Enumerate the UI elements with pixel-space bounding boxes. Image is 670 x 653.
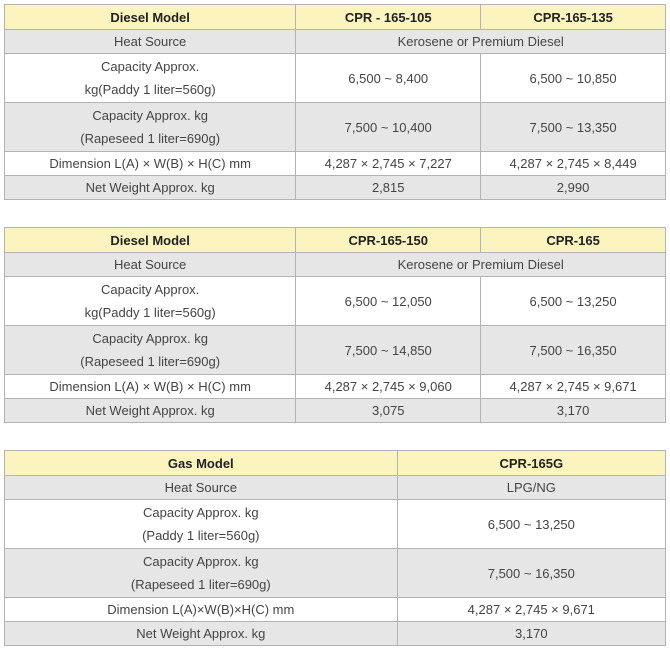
capacity-paddy-row — [5, 277, 666, 326]
heat-source-value: Kerosene or Premium Diesel — [296, 30, 666, 54]
heat-source-label: Heat Source — [5, 253, 296, 277]
capacity-rapeseed-label-line2: (Rapeseed 1 liter=690g) — [80, 354, 221, 369]
capacity-paddy-label — [5, 500, 398, 549]
weight-value: 2,815 — [296, 176, 481, 200]
capacity-paddy-label — [5, 54, 296, 103]
table-header-row — [5, 228, 666, 253]
weight-row — [5, 399, 666, 423]
heat-source-value: LPG/NG — [397, 476, 665, 500]
dimension-value: 4,287 × 2,745 × 9,671 — [397, 598, 665, 622]
weight-value: 3,170 — [481, 399, 666, 423]
weight-label: Net Weight Approx. kg — [5, 399, 296, 423]
model-header-cpr-165g: CPR-165G — [397, 451, 665, 476]
capacity-paddy-value: 6,500 ~ 13,250 — [397, 500, 665, 549]
dimension-label: Dimension L(A) × W(B) × H(C) mm — [5, 152, 296, 176]
capacity-paddy-value: 6,500 ~ 12,050 — [296, 277, 481, 326]
model-header-cpr-165-105: CPR - 165-105 — [296, 5, 481, 30]
capacity-rapeseed-label — [5, 549, 398, 598]
capacity-paddy-value: 6,500 ~ 13,250 — [481, 277, 666, 326]
dimension-value: 4,287 × 2,745 × 8,449 — [481, 152, 666, 176]
capacity-paddy-label-line2: kg(Paddy 1 liter=560g) — [84, 305, 216, 320]
capacity-paddy-label-line1: Capacity Approx. — [101, 59, 200, 74]
weight-label: Net Weight Approx. kg — [5, 176, 296, 200]
capacity-rapeseed-row — [5, 549, 666, 598]
heat-source-row — [5, 30, 666, 54]
diesel-spec-table-2 — [4, 227, 666, 423]
capacity-rapeseed-value: 7,500 ~ 14,850 — [296, 326, 481, 375]
capacity-paddy-label — [5, 277, 296, 326]
weight-row — [5, 176, 666, 200]
capacity-rapeseed-value: 7,500 ~ 16,350 — [481, 326, 666, 375]
capacity-paddy-label-line1: Capacity Approx. kg — [142, 505, 259, 520]
table-header-row — [5, 5, 666, 30]
capacity-rapeseed-label — [5, 326, 296, 375]
capacity-paddy-row — [5, 500, 666, 549]
dimension-value: 4,287 × 2,745 × 9,060 — [296, 375, 481, 399]
model-type-header: Diesel Model — [5, 5, 296, 30]
capacity-paddy-value: 6,500 ~ 10,850 — [481, 54, 666, 103]
diesel-spec-table-1 — [4, 4, 666, 200]
weight-row — [5, 622, 666, 646]
heat-source-row — [5, 476, 666, 500]
dimension-row — [5, 375, 666, 399]
capacity-rapeseed-label-line1: Capacity Approx. kg — [142, 554, 259, 569]
model-header-cpr-165-135: CPR-165-135 — [481, 5, 666, 30]
table-header-row — [5, 451, 666, 476]
weight-value: 3,170 — [397, 622, 665, 646]
capacity-rapeseed-label-line2: (Rapeseed 1 liter=690g) — [80, 131, 221, 146]
capacity-rapeseed-label — [5, 103, 296, 152]
capacity-rapeseed-label-line1: Capacity Approx. kg — [92, 331, 208, 346]
capacity-rapeseed-value: 7,500 ~ 13,350 — [481, 103, 666, 152]
weight-value: 3,075 — [296, 399, 481, 423]
heat-source-label: Heat Source — [5, 30, 296, 54]
dimension-row — [5, 152, 666, 176]
capacity-rapeseed-row — [5, 103, 666, 152]
heat-source-value: Kerosene or Premium Diesel — [296, 253, 666, 277]
model-type-header: Diesel Model — [5, 228, 296, 253]
dimension-row — [5, 598, 666, 622]
model-header-cpr-165-150: CPR-165-150 — [296, 228, 481, 253]
capacity-paddy-label-line1: Capacity Approx. — [101, 282, 200, 297]
capacity-rapeseed-value: 7,500 ~ 16,350 — [397, 549, 665, 598]
heat-source-label: Heat Source — [5, 476, 398, 500]
weight-label: Net Weight Approx. kg — [5, 622, 398, 646]
capacity-paddy-row — [5, 54, 666, 103]
capacity-rapeseed-label-line1: Capacity Approx. kg — [92, 108, 208, 123]
model-header-cpr-165: CPR-165 — [481, 228, 666, 253]
dimension-label: Dimension L(A)×W(B)×H(C) mm — [5, 598, 398, 622]
capacity-paddy-label-line2: (Paddy 1 liter=560g) — [142, 528, 260, 543]
capacity-paddy-label-line2: kg(Paddy 1 liter=560g) — [84, 82, 216, 97]
dimension-label: Dimension L(A) × W(B) × H(C) mm — [5, 375, 296, 399]
gas-spec-table — [4, 450, 666, 646]
heat-source-row — [5, 253, 666, 277]
model-type-header: Gas Model — [5, 451, 398, 476]
capacity-rapeseed-label-line2: (Rapeseed 1 liter=690g) — [130, 577, 271, 592]
capacity-rapeseed-value: 7,500 ~ 10,400 — [296, 103, 481, 152]
capacity-paddy-value: 6,500 ~ 8,400 — [296, 54, 481, 103]
capacity-rapeseed-row — [5, 326, 666, 375]
dimension-value: 4,287 × 2,745 × 7,227 — [296, 152, 481, 176]
dimension-value: 4,287 × 2,745 × 9,671 — [481, 375, 666, 399]
weight-value: 2,990 — [481, 176, 666, 200]
